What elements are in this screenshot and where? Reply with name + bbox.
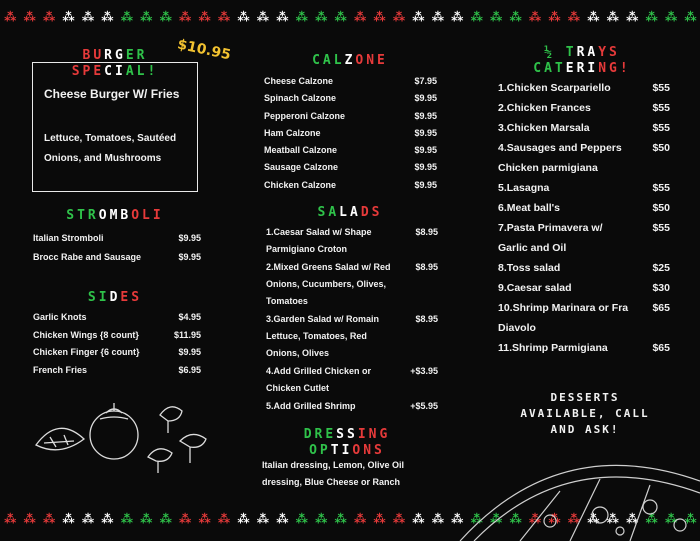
stromboli-item <box>33 248 201 267</box>
menu-item-price: $55 <box>652 102 670 114</box>
top-border-ornament: ⁂ <box>470 10 482 24</box>
calzone-item <box>264 108 437 125</box>
top-border-ornament: ⁂ <box>431 10 443 24</box>
menu-item-price: $55 <box>652 122 670 134</box>
top-border-ornament: ⁂ <box>373 10 385 24</box>
bottom-border-ornament: ⁂ <box>645 512 657 526</box>
bottom-border-ornament: ⁂ <box>587 512 599 526</box>
calzone-item <box>264 177 437 194</box>
top-border-ornament: ⁂ <box>23 10 35 24</box>
menu-item-name: 1.Caesar Salad w/ Shape Parmigiano Croton <box>266 227 372 254</box>
calzone-title: CALZONE <box>312 53 388 68</box>
top-border-ornament: ⁂ <box>412 10 424 24</box>
menu-item-name: Italian Stromboli <box>33 233 104 243</box>
menu-item-price: $6.95 <box>178 364 201 375</box>
top-border-ornament: ⁂ <box>315 10 327 24</box>
menu-item-name: 4.Sausages and Peppers Chicken parmigiana <box>498 142 622 174</box>
menu-item-price: $7.95 <box>414 76 437 86</box>
bottom-border-ornament: ⁂ <box>548 512 560 526</box>
menu-item-name: 3.Garden Salad w/ Romain Lettuce, Tomatoes, Red Onions, Olives <box>266 314 380 358</box>
calzone-item <box>264 73 437 90</box>
menu-item-name: Sausage Calzone <box>264 162 339 173</box>
menu-item-name: 8.Toss salad <box>498 262 561 274</box>
top-border-ornament: ⁂ <box>353 10 366 24</box>
top-border-ornament: ⁂ <box>684 10 696 24</box>
top-border-ornament: ⁂ <box>81 10 94 24</box>
menu-item-price: $11.95 <box>173 329 201 340</box>
stromboli-item <box>33 229 201 248</box>
menu-item-name: 2.Mixed Greens Salad w/ Red Onions, Cucumbers, Olives, Tomatoes <box>266 262 391 306</box>
top-border-ornament: ⁂ <box>198 10 210 24</box>
menu-item-price: $50 <box>652 202 670 214</box>
menu-item-name: 2.Chicken Frances <box>498 102 591 114</box>
stromboli-title: STROMBOLI <box>66 208 164 223</box>
top-border-ornament: ⁂ <box>276 10 288 24</box>
burger-description: Lettuce, Tomatoes, Sautéed Onions, and Mushrooms <box>44 133 177 164</box>
calzone-item <box>264 125 437 142</box>
menu-item-name: Chicken Finger {6 count} <box>33 347 140 357</box>
top-border-ornament: ⁂ <box>509 10 521 24</box>
menu-item-price: $8.95 <box>415 227 438 237</box>
sides-title: SIDES <box>87 290 143 305</box>
top-border <box>0 10 700 26</box>
tray-item <box>498 138 670 178</box>
menu-item-price: $55 <box>652 222 670 234</box>
tray-item <box>498 218 670 258</box>
menu-item-price: $9.95 <box>414 127 437 138</box>
salad-item <box>266 363 438 397</box>
menu-item-name: French Fries <box>33 364 88 375</box>
top-border-ornament: ⁂ <box>334 10 346 24</box>
tray-item <box>498 118 670 138</box>
menu-item-price: $8.95 <box>415 314 438 324</box>
bottom-border-ornament: ⁂ <box>62 512 74 526</box>
menu-item-name: Chicken Wings {8 count} <box>33 329 139 340</box>
menu-item-name: Chicken Calzone <box>264 179 337 190</box>
menu-item-price: $65 <box>652 302 670 314</box>
bottom-border-ornament: ⁂ <box>392 512 405 526</box>
menu-item-price: +$5.95 <box>410 401 438 411</box>
top-border-ornament: ⁂ <box>217 10 230 24</box>
menu-item-name: 5.Add Grilled Shrimp <box>266 401 356 411</box>
dressing-text: Italian dressing, Lemon, Olive Oil dressing, Blue Cheese or Ranch <box>262 460 405 487</box>
top-border-ornament: ⁂ <box>101 10 113 24</box>
menu-item-price: $50 <box>652 142 670 154</box>
menu-item-price: $25 <box>652 262 670 274</box>
top-border-ornament: ⁂ <box>606 10 618 24</box>
menu-item-name: 6.Meat ball's <box>498 202 561 214</box>
bottom-border-ornament: ⁂ <box>353 512 366 526</box>
salad-item <box>266 398 438 415</box>
salad-item <box>266 224 438 258</box>
bottom-border-ornament: ⁂ <box>334 512 346 526</box>
bottom-border-ornament: ⁂ <box>567 512 580 526</box>
bottom-border-ornament: ⁂ <box>373 512 385 526</box>
bottom-border-ornament: ⁂ <box>606 512 618 526</box>
menu-item-name: Brocc Rabe and Sausage <box>33 252 142 262</box>
calzone-list <box>264 73 437 194</box>
top-border-ornament: ⁂ <box>645 10 657 24</box>
top-border-ornament: ⁂ <box>159 10 171 24</box>
menu-item-price: $8.95 <box>415 262 438 272</box>
top-border-ornament: ⁂ <box>626 10 638 24</box>
bottom-border-ornament: ⁂ <box>256 512 269 526</box>
menu-item-name: 1.Chicken Scarpariello <box>498 82 611 94</box>
calzone-item <box>264 90 437 107</box>
menu-item-price: $9.95 <box>178 233 201 243</box>
menu-item-name: Spinach Calzone <box>264 93 337 104</box>
tray-item <box>498 298 670 338</box>
menu-item-name: Meatball Calzone <box>264 145 338 156</box>
calzone-item <box>264 142 437 159</box>
bottom-border-ornament: ⁂ <box>140 512 152 526</box>
trays-list <box>498 78 670 358</box>
top-border-ornament: ⁂ <box>490 10 502 24</box>
menu-item-price: $9.95 <box>414 93 437 104</box>
sides-item <box>33 327 201 345</box>
tray-item <box>498 198 670 218</box>
bottom-border-ornament: ⁂ <box>4 512 16 526</box>
trays-title: ½ TRAYS CATERING! <box>533 45 631 76</box>
bottom-border-ornament: ⁂ <box>276 512 288 526</box>
menu-item-name: 7.Pasta Primavera w/ Garlic and Oil <box>498 222 603 254</box>
menu-item-price: $4.95 <box>178 312 201 322</box>
bottom-border-ornament: ⁂ <box>217 512 230 526</box>
salads-list <box>266 224 438 416</box>
menu-item-price: $9.95 <box>178 252 201 262</box>
sides-item <box>33 362 201 380</box>
bottom-border-ornament: ⁂ <box>684 512 696 526</box>
bottom-border-ornament: ⁂ <box>412 512 424 526</box>
bottom-border-ornament: ⁂ <box>664 512 677 526</box>
calzone-item <box>264 159 437 176</box>
bottom-border-ornament: ⁂ <box>42 512 55 526</box>
salad-item <box>266 311 438 362</box>
salads-title: SALADS <box>317 205 383 220</box>
tray-item <box>498 98 670 118</box>
bottom-border-ornament: ⁂ <box>470 512 482 526</box>
menu-item-name: Ham Calzone <box>264 127 321 138</box>
top-border-ornament: ⁂ <box>392 10 405 24</box>
top-border-ornament: ⁂ <box>179 10 191 24</box>
tray-item <box>498 278 670 298</box>
top-border-ornament: ⁂ <box>548 10 560 24</box>
top-border-ornament: ⁂ <box>567 10 580 24</box>
dressing-title: DRESSING OPTIONS <box>303 427 391 458</box>
desserts-note: DESSERTS AVAILABLE, CALL AND ASK! <box>520 391 650 436</box>
burger-price: $10.95 <box>175 36 233 64</box>
menu-item-price: $9.95 <box>414 162 437 173</box>
bottom-border-ornament: ⁂ <box>23 512 35 526</box>
menu-item-name: 4.Add Grilled Chicken or Chicken Cutlet <box>266 366 372 393</box>
stromboli-list <box>33 229 201 267</box>
sides-item <box>33 309 201 327</box>
menu-item-price: $55 <box>652 82 670 94</box>
tray-item <box>498 258 670 278</box>
menu-item-name: 5.Lasagna <box>498 182 550 194</box>
menu-item-name: 11.Shrimp Parmigiana <box>498 342 608 354</box>
menu-item-name: 10.Shrimp Marinara or Fra Diavolo <box>498 302 629 334</box>
top-border-ornament: ⁂ <box>451 10 463 24</box>
top-border-ornament: ⁂ <box>120 10 132 24</box>
top-border-ornament: ⁂ <box>42 10 55 24</box>
burger-name: Cheese Burger W/ Fries <box>44 87 180 101</box>
menu-item-price: +$3.95 <box>410 366 438 376</box>
bottom-border-ornament: ⁂ <box>159 512 171 526</box>
top-border-ornament: ⁂ <box>295 10 307 24</box>
bottom-border-ornament: ⁂ <box>315 512 327 526</box>
tray-item <box>498 178 670 198</box>
tray-item <box>498 78 670 98</box>
menu-item-name: Pepperoni Calzone <box>264 110 346 121</box>
bottom-border-ornament: ⁂ <box>179 512 191 526</box>
bottom-border-ornament: ⁂ <box>431 512 443 526</box>
tray-item <box>498 338 670 358</box>
menu-item-price: $65 <box>652 342 670 354</box>
menu-item-name: Garlic Knots <box>33 312 87 322</box>
menu-item-price: $9.95 <box>414 145 437 156</box>
burger-special-box <box>32 62 198 192</box>
top-border-ornament: ⁂ <box>140 10 152 24</box>
menu-item-name: Cheese Calzone <box>264 76 334 86</box>
bottom-border-ornament: ⁂ <box>528 512 541 526</box>
bottom-border-ornament: ⁂ <box>509 512 521 526</box>
top-border-ornament: ⁂ <box>587 10 599 24</box>
vegetable-sketch-icon <box>30 395 230 475</box>
menu-item-name: 9.Caesar salad <box>498 282 572 294</box>
top-border-ornament: ⁂ <box>256 10 269 24</box>
sides-list <box>33 309 201 379</box>
bottom-border-ornament: ⁂ <box>490 512 502 526</box>
top-border-ornament: ⁂ <box>528 10 541 24</box>
menu-item-price: $9.95 <box>178 347 201 357</box>
menu-item-price: $30 <box>652 282 670 294</box>
bottom-border-ornament: ⁂ <box>81 512 94 526</box>
pizza-sketch-icon <box>450 455 700 541</box>
bottom-border-ornament: ⁂ <box>198 512 210 526</box>
sides-item <box>33 344 201 362</box>
menu-item-price: $55 <box>652 182 670 194</box>
menu-item-price: $9.95 <box>414 110 437 121</box>
menu-item-name: 3.Chicken Marsala <box>498 122 590 134</box>
salad-item <box>266 259 438 310</box>
bottom-border-ornament: ⁂ <box>120 512 132 526</box>
bottom-border-ornament: ⁂ <box>626 512 638 526</box>
top-border-ornament: ⁂ <box>237 10 249 24</box>
bottom-border-ornament: ⁂ <box>237 512 249 526</box>
top-border-ornament: ⁂ <box>4 10 16 24</box>
bottom-border-ornament: ⁂ <box>295 512 307 526</box>
top-border-ornament: ⁂ <box>664 10 677 24</box>
top-border-ornament: ⁂ <box>62 10 74 24</box>
bottom-border-ornament: ⁂ <box>451 512 463 526</box>
menu-item-price: $9.95 <box>414 179 437 190</box>
burger-special-title: BURGER SPECIAL! <box>71 48 159 79</box>
bottom-border-ornament: ⁂ <box>101 512 113 526</box>
